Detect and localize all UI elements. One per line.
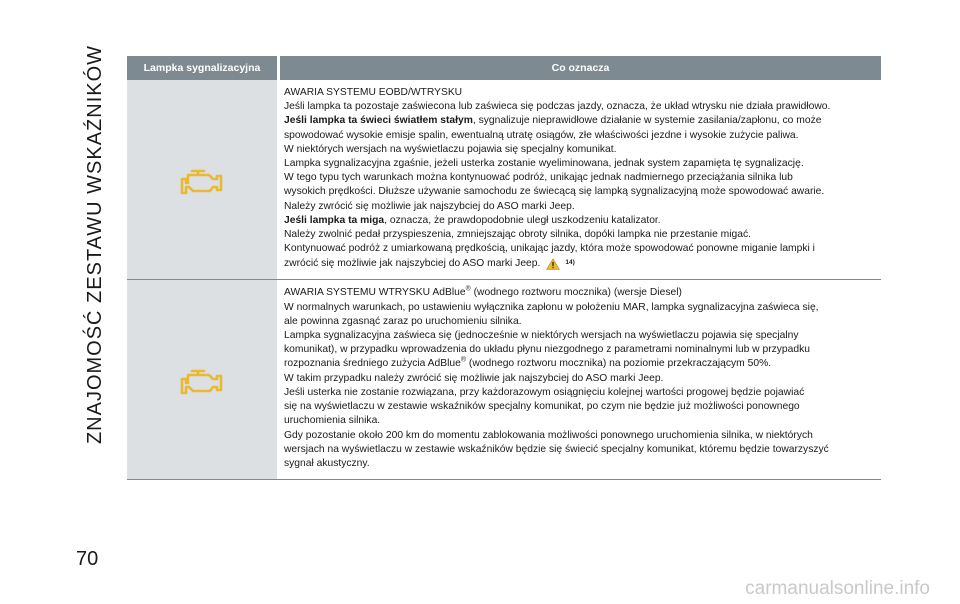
text-span: (wodnego roztworu mocznika) na poziomie przekraczającym 50%. bbox=[466, 358, 772, 370]
text-line: spowodować wysokie emisje spalin, ewentualną utratę osiągów, złe właściwości jezdne i wysokie zużycie paliwa. bbox=[284, 129, 799, 141]
table-row bbox=[127, 280, 881, 480]
text-span: , sygnalizuje nieprawidłowe działanie w systemie zasilania/zapłonu, co może bbox=[472, 115, 822, 127]
text-line: W tego typu tych warunkach można kontynuować podróż, unikając jednak nadmiernego przeciążania silnika lub bbox=[284, 172, 793, 184]
text-line: W niektórych wersjach na wyświetlaczu pojawia się specjalny komunikat. bbox=[284, 143, 617, 155]
chapter-side-title bbox=[78, 44, 114, 444]
text-line: Należy zwolnić pedał przyspieszenia, zmniejszając obroty silnika, dopóki lampka nie przestanie migać. bbox=[284, 229, 752, 241]
text-line: Lampka sygnalizacyjna zaświeca się (jednocześnie w niektórych wersjach na wyświetlaczu pojawia się specjalny bbox=[284, 330, 799, 342]
registered-mark: ® bbox=[465, 286, 471, 294]
text-line: komunikat), w przypadku wprowadzenia do układu płynu niezgodnego z parametrami nominalnymi lub w przypadku bbox=[284, 344, 810, 356]
text-line bbox=[284, 357, 877, 371]
text-line bbox=[284, 114, 877, 128]
text-span: (wodnego roztworu mocznika) (wersje Diesel) bbox=[470, 287, 682, 299]
lamp-cell bbox=[127, 280, 277, 479]
text-line: wysokich prędkości. Dłuższe używanie samochodu ze świecącą się lampką sygnalizacyjną może spowodować awarie. bbox=[284, 186, 825, 198]
text-line: ale powinna zgasnąć zaraz po uruchomieniu silnika. bbox=[284, 315, 522, 327]
row-heading bbox=[284, 286, 877, 300]
meaning-cell bbox=[280, 280, 881, 479]
text-span: zwrócić się możliwie jak najszybciej do ASO marki Jeep. bbox=[284, 258, 541, 270]
text-span: , oznacza, że prawdopodobnie uległ uszkodzeniu katalizator. bbox=[384, 214, 661, 226]
text-line: Jeśli usterka nie zostanie rozwiązana, przy każdorazowym osiągnięciu kolejnej wartości progowej będzie pojawiać bbox=[284, 386, 805, 398]
header-lamp: Lampka sygnalizacyjna bbox=[127, 56, 277, 80]
emphasis-text: Jeśli lampka ta miga bbox=[284, 214, 385, 226]
row-heading: AWARIA SYSTEMU EOBD/WTRYSKU bbox=[284, 87, 463, 98]
table-row bbox=[127, 80, 881, 280]
meaning-cell bbox=[280, 80, 881, 279]
text-line: Jeśli lampka ta pozostaje zaświecona lub zaświeca się podczas jazdy, oznacza, że układ wtrysku nie działa prawidłowo. bbox=[284, 101, 831, 113]
lamp-cell bbox=[127, 80, 277, 279]
engine-check-icon bbox=[179, 362, 225, 398]
text-line: Należy zwrócić się możliwie jak najszybciej do ASO marki Jeep. bbox=[284, 200, 575, 212]
text-line: Lampka sygnalizacyjna zgaśnie, jeżeli usterka zostanie wyeliminowana, jednak system zapamięta tę sygnalizację. bbox=[284, 158, 804, 170]
engine-check-icon bbox=[179, 162, 225, 198]
text-line: się na wyświetlaczu w zestawie wskaźników specjalny komunikat, po czym nie będzie już możliwości ponownego bbox=[284, 401, 800, 413]
warning-reference bbox=[546, 256, 574, 270]
warning-ref-label: 14) bbox=[565, 259, 575, 267]
indicator-table bbox=[127, 56, 881, 480]
text-line bbox=[284, 256, 877, 271]
watermark: carmanualsonline.info bbox=[745, 578, 930, 599]
header-meaning: Co oznacza bbox=[280, 56, 881, 80]
text-line: Gdy pozostanie około 200 km do momentu zablokowania możliwości ponownego uruchomienia silnika, w niektórych bbox=[284, 429, 813, 441]
text-line: Kontynuować podróż z umiarkowaną prędkością, unikając jazdy, która może spowodować ponowne miganie lampki i bbox=[284, 243, 815, 255]
text-line: W normalnych warunkach, po ustawieniu wyłącznika zapłonu w położeniu MAR, lampka sygnalizacyjna zaświeca się, bbox=[284, 301, 819, 313]
text-line: sygnał akustyczny. bbox=[284, 457, 370, 469]
emphasis-text: Jeśli lampka ta świeci światłem stałym bbox=[284, 115, 473, 127]
chapter-title-text: ZNAJOMOŚĆ ZESTAWU WSKAŹNIKÓW bbox=[84, 44, 107, 444]
page-number: 70 bbox=[76, 548, 99, 570]
text-span: rozpoznania średniego zużycia AdBlue bbox=[284, 358, 461, 370]
text-line: W takim przypadku należy zwrócić się możliwie jak najszybciej do ASO marki Jeep. bbox=[284, 372, 664, 384]
warning-triangle-icon bbox=[546, 258, 560, 270]
text-line bbox=[284, 214, 877, 228]
text-line: wersjach na wyświetlaczu w zestawie wskaźników będzie się świecić specjalny komunikat, któremu będzie towarzyszyć bbox=[284, 443, 829, 455]
table-header bbox=[127, 56, 881, 80]
text-line: uruchomienia silnika. bbox=[284, 415, 381, 427]
registered-mark: ® bbox=[460, 357, 467, 365]
text-span: AWARIA SYSTEMU WTRYSKU AdBlue bbox=[284, 287, 466, 299]
